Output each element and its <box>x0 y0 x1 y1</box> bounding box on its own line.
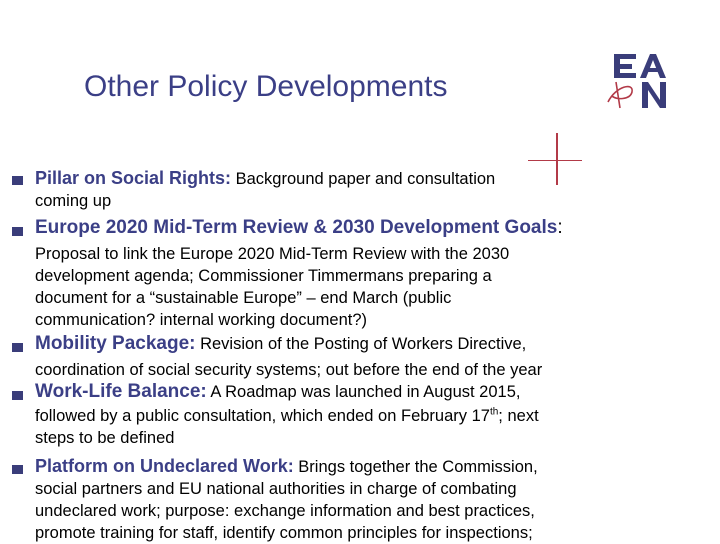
bullet-key: Europe 2020 Mid-Term Review & 2030 Development Goals <box>35 217 558 238</box>
square-bullet-icon <box>12 227 23 236</box>
bullet-line: steps to be defined <box>35 429 175 447</box>
bullet-text <box>35 359 625 381</box>
bullet-heading <box>35 168 495 189</box>
bullet-key: Work-Life Balance: <box>35 381 207 402</box>
bullet-line-part: followed by a public consultation, which ended on February 17 <box>35 407 490 425</box>
bullet-rest: Background paper and consultation <box>231 170 496 188</box>
bullet-rest: Brings together the Commission, <box>293 458 538 476</box>
bullet-heading <box>35 456 538 477</box>
square-bullet-icon <box>12 176 23 185</box>
bullet-line: promote training for staff, identify common principles for inspections; <box>35 524 533 542</box>
bullet-key: Mobility Package: <box>35 333 196 354</box>
bullet-rest: : <box>557 217 563 238</box>
decorative-horizontal-rule <box>528 160 582 161</box>
bullet-line: development agenda; Commissioner Timmermans preparing a <box>35 267 492 285</box>
decorative-vertical-rule <box>556 133 558 185</box>
bullet-text <box>35 405 625 449</box>
bullet-rest: A Roadmap was launched in August 2015, <box>206 383 521 401</box>
bullet-text <box>35 190 625 212</box>
bullet-line <box>35 405 625 427</box>
bullet-text <box>35 243 625 331</box>
eapn-logo-icon <box>606 52 672 110</box>
bullet-line: social partners and EU national authorities in charge of combating <box>35 480 517 498</box>
bullet-key: Pillar on Social Rights: <box>35 168 232 188</box>
bullet-line: Proposal to link the Europe 2020 Mid-Term Review with the 2030 <box>35 245 510 263</box>
bullet-line: coming up <box>35 192 112 210</box>
bullet-heading <box>35 381 520 403</box>
bullet-heading <box>35 333 526 355</box>
square-bullet-icon <box>12 465 23 474</box>
bullet-key: Platform on Undeclared Work: <box>35 456 294 476</box>
bullet-line: coordination of social security systems; out before the end of the year <box>35 361 543 379</box>
bullet-line: undeclared work; purpose: exchange information and best practices, <box>35 502 535 520</box>
page-title: Other Policy Developments <box>84 70 448 103</box>
superscript: th <box>489 406 499 418</box>
bullet-text <box>35 478 625 544</box>
bullet-heading <box>35 217 563 239</box>
square-bullet-icon <box>12 343 23 352</box>
bullet-line-part: ; next <box>498 407 539 425</box>
bullet-line: communication? internal working document?) <box>35 311 367 329</box>
square-bullet-icon <box>12 391 23 400</box>
bullet-line: document for a “sustainable Europe” – end March (public <box>35 289 452 307</box>
bullet-rest: Revision of the Posting of Workers Directive, <box>195 335 527 353</box>
